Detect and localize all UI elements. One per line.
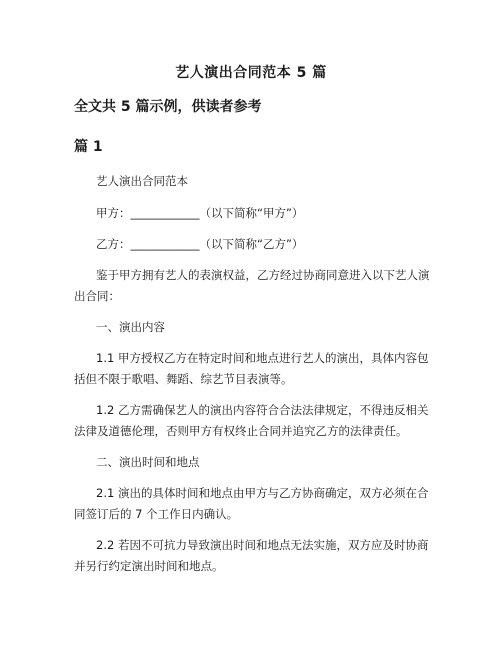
paragraph-clause-2-2: 2.2 若因不可抗力导致演出时间和地点无法实施，双方应及时协商并另行约定演出时间和地点。 [74,538,429,573]
section-heading: 篇 1 [74,139,103,155]
paragraph-party-b: 乙方：____________（以下简称“乙方”） [96,237,304,251]
paragraph-preamble: 鉴于甲方拥有艺人的表演权益，乙方经过协商同意进入以下艺人演出合同： [74,268,430,303]
paragraph-clause-2-1: 2.1 演出的具体时间和地点由甲方与乙方协商确定，双方必须在合同签订后的 7 个工作日内确认。 [74,486,429,521]
paragraph-clause-1-2: 1.2 乙方需确保艺人的演出内容符合合法法律规定，不得违反相关法律及道德伦理，否则甲方有权终止合同并追究乙方的法律责任。 [74,403,429,438]
paragraph-party-a: 甲方：____________（以下简称“甲方”） [96,206,304,220]
document-subtitle: 全文共 5 篇示例，供读者参考 [74,99,262,115]
document-title: 艺人演出合同范本 5 篇 [175,65,327,81]
paragraph-contract-title: 艺人演出合同范本 [96,174,188,188]
paragraph-clause-2-heading: 二、演出时间和地点 [96,455,200,469]
paragraph-clause-1-1: 1.1 甲方授权乙方在特定时间和地点进行艺人的演出，具体内容包括但不限于歌唱、舞蹈、综艺节目表演等。 [74,351,429,386]
paragraph-clause-1-heading: 一、演出内容 [96,320,165,334]
